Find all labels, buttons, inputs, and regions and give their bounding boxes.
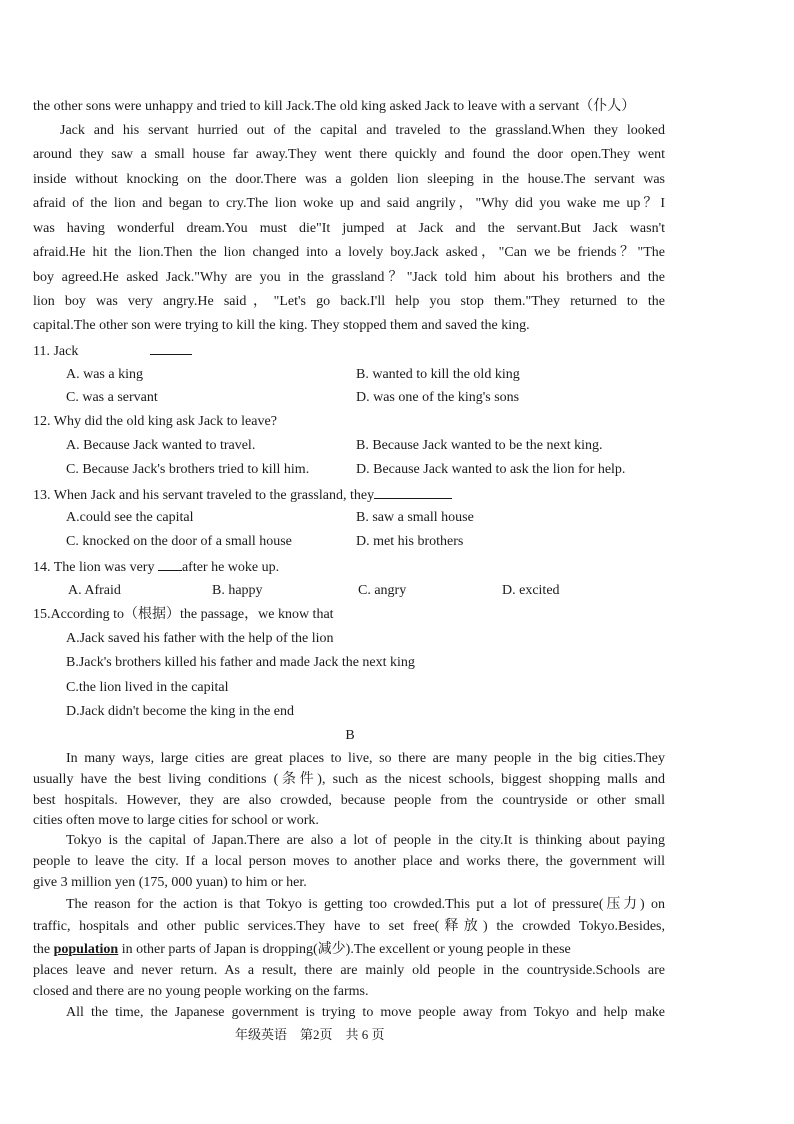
- question-stem-text: 11. Jack: [33, 344, 79, 359]
- option-c[interactable]: C. was a servant: [66, 390, 158, 405]
- passage-a-line: was having wonderful dream.You must die"It jumped at Jack and the servant.But Jack wasn't: [33, 221, 665, 236]
- option-c[interactable]: C. knocked on the door of a small house: [66, 534, 292, 549]
- passage-a-line: capital.The other son were trying to kill the king. They stopped them and saved the king.: [33, 318, 530, 333]
- option-d[interactable]: D.Jack didn't become the king in the end: [66, 704, 295, 719]
- passage-b-line: best hospitals. However, they are also crowded, because people from the countryside or other small: [33, 793, 665, 808]
- question-11-stem: [33, 341, 192, 361]
- passage-a-line: boy agreed.He asked Jack."Why are you in the grassland？"Jack told him about his brothers and the: [33, 270, 665, 285]
- option-b[interactable]: B. saw a small house: [356, 510, 474, 525]
- passage-b-line: usually have the best living conditions (条件), such as the nicest schools, biggest shopping malls and: [33, 772, 665, 787]
- passage-b-line: traffic, hospitals and other public services.They have to set free(释放) the crowded Tokyo.Besides,: [33, 919, 665, 934]
- passage-a-line: inside without knocking on the door.There was a golden lion sleeping in the house.The servant was: [33, 172, 665, 187]
- option-c[interactable]: C. Because Jack's brothers tried to kill him.: [66, 462, 310, 477]
- passage-a-line: afraid of the lion and began to cry.The lion woke up and said angrily，"Why did you wake me up？I: [33, 196, 665, 211]
- option-a[interactable]: A. Afraid: [68, 583, 121, 598]
- passage-b-line: people to leave the city. If a local person moves to another place and works there, the government will: [33, 854, 665, 869]
- option-c[interactable]: C. angry: [358, 583, 407, 598]
- question-stem-text: 14. The lion was very: [33, 560, 155, 575]
- underlined-word-population: population: [53, 942, 119, 957]
- option-a[interactable]: A. was a king: [66, 367, 143, 382]
- option-b[interactable]: B. happy: [212, 583, 263, 598]
- passage-b-line: give 3 million yen (175, 000 yuan) to him or her.: [33, 875, 307, 890]
- passage-a-line: the other sons were unhappy and tried to kill Jack.The old king asked Jack to leave with a servant（仆人）: [33, 99, 636, 114]
- option-d[interactable]: D. was one of the king's sons: [356, 390, 520, 405]
- answer-blank[interactable]: [374, 485, 452, 499]
- option-b[interactable]: B. Because Jack wanted to be the next king.: [356, 438, 603, 453]
- passage-a-line: lion boy was very angry.He said，"Let's go back.I'll help you stop them."They returned to the: [33, 294, 665, 309]
- option-b[interactable]: B. wanted to kill the old king: [356, 367, 520, 382]
- option-c[interactable]: C.the lion lived in the capital: [66, 680, 229, 695]
- option-d[interactable]: D. Because Jack wanted to ask the lion for help.: [356, 462, 626, 477]
- question-stem-text: after he woke up.: [181, 560, 280, 575]
- passage-text: the: [33, 942, 51, 957]
- passage-b-line: All the time, the Japanese government is trying to move people away from Tokyo and help make: [66, 1005, 665, 1020]
- answer-blank[interactable]: [150, 341, 192, 355]
- question-12-stem: 12. Why did the old king ask Jack to leave?: [33, 414, 277, 429]
- passage-b-line: places leave and never return. As a result, there are mainly old people in the countryside.Schools are: [33, 963, 665, 978]
- question-14-stem: [33, 557, 279, 577]
- section-heading: B: [345, 728, 355, 743]
- passage-b-line: In many ways, large cities are great places to live, so there are many people in the big cities.They: [66, 751, 665, 766]
- question-stem-text: 13. When Jack and his servant traveled to the grassland, they: [33, 488, 375, 503]
- passage-b-line: The reason for the action is that Tokyo is getting too crowded.This put a lot of pressure(压力) on: [66, 897, 665, 912]
- answer-blank[interactable]: [158, 557, 182, 571]
- option-d[interactable]: D. met his brothers: [356, 534, 464, 549]
- option-a[interactable]: A.could see the capital: [66, 510, 194, 525]
- passage-a-line: Jack and his servant hurried out of the capital and traveled to the grassland.When they looked: [60, 123, 665, 138]
- passage-text: in other parts of Japan is dropping(减少).The excellent or young people in these: [121, 942, 571, 957]
- option-a[interactable]: A.Jack saved his father with the help of the lion: [66, 631, 334, 646]
- passage-a-line: afraid.He hit the lion.Then the lion changed into a lovely boy.Jack asked，"Can we be friends？"The: [33, 245, 665, 260]
- page-footer: 年级英语 第2页 共 6 页: [235, 1027, 385, 1042]
- passage-b-line: Tokyo is the capital of Japan.There are also a lot of people in the city.It is thinking about paying: [66, 833, 665, 848]
- question-15-stem: 15.According to（根据）the passage，we know that: [33, 607, 334, 622]
- passage-b-line: [33, 941, 665, 959]
- option-a[interactable]: A. Because Jack wanted to travel.: [66, 438, 256, 453]
- option-b[interactable]: B.Jack's brothers killed his father and made Jack the next king: [66, 655, 415, 670]
- passage-b-line: closed and there are no young people working on the farms.: [33, 984, 369, 999]
- question-13-stem: [33, 485, 452, 505]
- passage-a-line: around they saw a small house far away.They went there quickly and found the door open.They went: [33, 147, 665, 162]
- option-d[interactable]: D. excited: [502, 583, 560, 598]
- passage-b-line: cities often move to large cities for school or work.: [33, 813, 319, 828]
